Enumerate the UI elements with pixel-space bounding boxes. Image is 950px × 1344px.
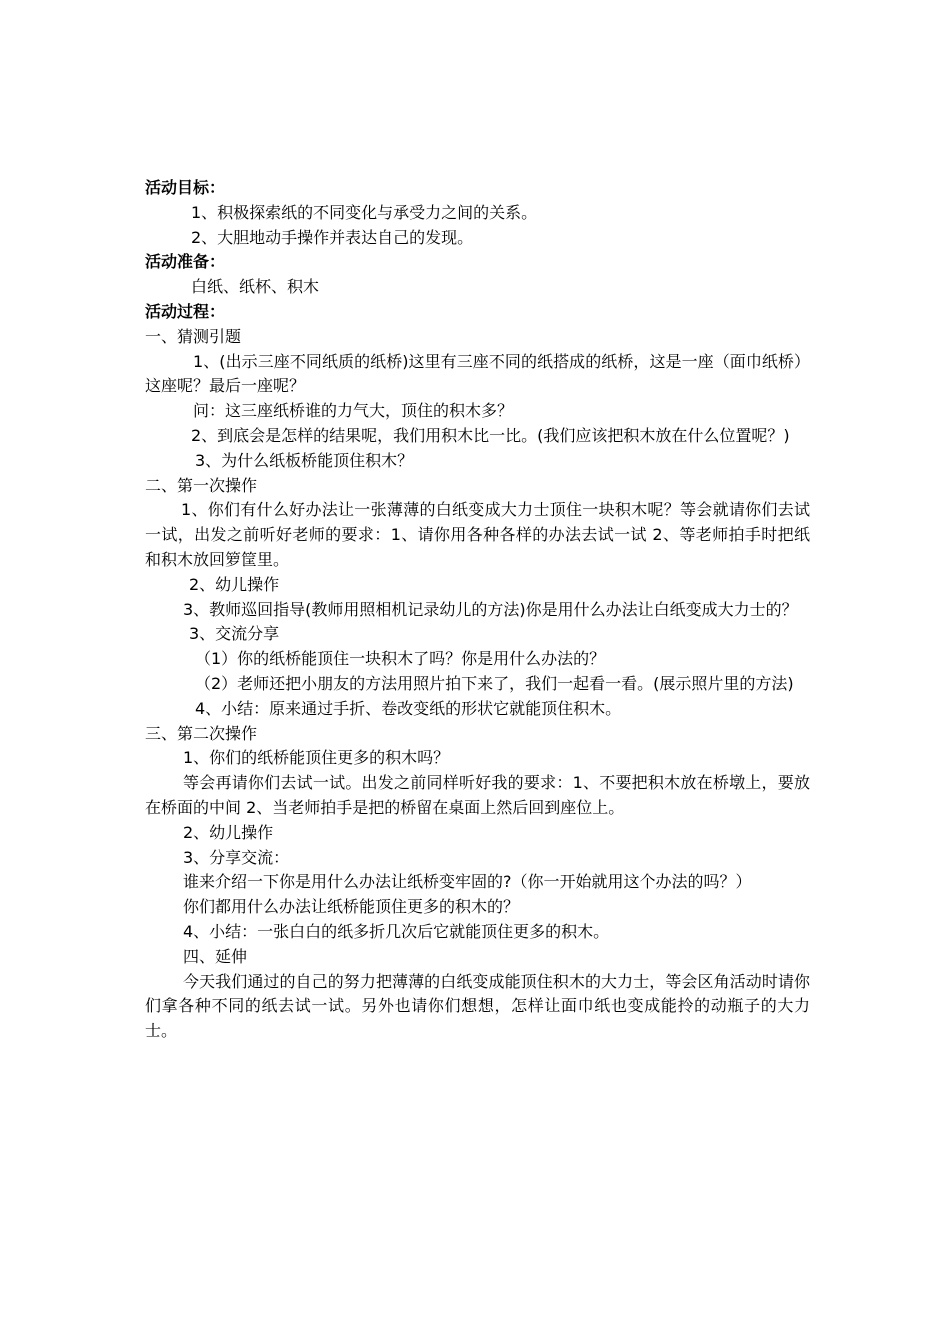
section-3-paragraph-3: 2、幼儿操作 — [183, 822, 274, 842]
section-1-title: 一、猜测引题 — [145, 326, 242, 346]
section-3-paragraph-2-text: 等会再请你们去试一试。出发之前同样听好我的要求：1、不要把积木放在桥墩上，要放在桥面的中间 2、当老师拍手是把的桥留在桌面上然后回到座位上。 — [145, 773, 810, 817]
section-2-paragraph-3 — [145, 598, 810, 623]
section-4-paragraph-1 — [145, 970, 810, 1044]
prep-heading: 活动准备： — [145, 252, 226, 272]
section-3-paragraph-4: 3、分享交流： — [183, 847, 290, 867]
section-2-paragraph-2: 2、幼儿操作 — [189, 574, 280, 594]
section-3-paragraph-6: 你们都用什么办法让纸桥能顶住更多的积木的？ — [183, 897, 520, 917]
section-2-paragraph-1-text: 1、你们有什么好办法让一张薄薄的白纸变成大力士顶住一块积木呢？等会就请你们去试一试，出发之前听好老师的要求：1、请你用各种各样的办法去试一试 2、等老师拍手时把纸和积木放回箩筐里。 — [145, 500, 810, 569]
section-2-paragraph-1 — [145, 498, 810, 572]
section-2-title: 二、第一次操作 — [145, 475, 258, 495]
section-2-paragraph-6 — [145, 672, 810, 697]
section-1-paragraph-1 — [145, 350, 810, 400]
section-4-title: 四、延伸 — [183, 946, 248, 966]
section-3-title: 三、第二次操作 — [145, 723, 258, 743]
goal-item-1: 1、积极探索纸的不同变化与承受力之间的关系。 — [191, 202, 538, 222]
goal-heading: 活动目标： — [145, 178, 226, 197]
prep-items: 白纸、纸杯、积木 — [191, 277, 320, 297]
section-2-paragraph-4: 3、交流分享 — [189, 624, 280, 644]
section-1-paragraph-2-text: 2、到底会是怎样的结果呢，我们用积木比一比。(我们应该把积木放在什么位置呢？) — [191, 425, 790, 445]
process-heading: 活动过程： — [145, 301, 226, 321]
document-body — [145, 176, 810, 1044]
section-2-paragraph-7: 4、小结：原来通过手折、卷改变纸的形状它就能顶住积木。 — [195, 698, 622, 718]
section-3-paragraph-2 — [145, 771, 810, 821]
section-3-paragraph-7: 4、小结：一张白白的纸多折几次后它就能顶住更多的积木。 — [183, 921, 610, 941]
section-4-paragraph-1-text: 今天我们通过的自己的努力把薄薄的白纸变成能顶住积木的大力士，等会区角活动时请你们拿各种不同的纸去试一试。另外也请你们想想，怎样让面巾纸也变成能拎的动瓶子的大力士。 — [145, 971, 810, 1041]
section-3-paragraph-1: 1、你们的纸桥能顶住更多的积木吗？ — [183, 748, 450, 768]
section-2-paragraph-5: （1）你的纸桥能顶住一块积木了吗？你是用什么办法的？ — [195, 649, 606, 669]
section-1-paragraph-1-text: 1、(出示三座不同纸质的纸桥)这里有三座不同的纸搭成的纸桥，这是一座（面巾纸桥）这座呢？最后一座呢？ — [145, 351, 810, 396]
goal-item-2: 2、大胆地动手操作并表达自己的发现。 — [191, 227, 474, 247]
section-2-paragraph-3-text: 3、教师巡回指导(教师用照相机记录幼儿的方法)你是用什么办法让白纸变成大力士的？ — [183, 599, 798, 619]
section-1-paragraph-2 — [145, 424, 810, 449]
section-2-paragraph-6-text: （2）老师还把小朋友的方法用照片拍下来了，我们一起看一看。(展示照片里的方法) — [195, 673, 794, 693]
section-3-paragraph-5 — [145, 870, 810, 895]
section-1-paragraph-3: 3、为什么纸板桥能顶住积木？ — [195, 450, 414, 470]
section-3-paragraph-5-text: 谁来介绍一下你是用什么办法让纸桥变牢固的?（你一开始就用这个办法的吗？） — [183, 872, 752, 892]
section-1-question: 问：这三座纸桥谁的力气大，顶住的积木多？ — [193, 401, 514, 421]
